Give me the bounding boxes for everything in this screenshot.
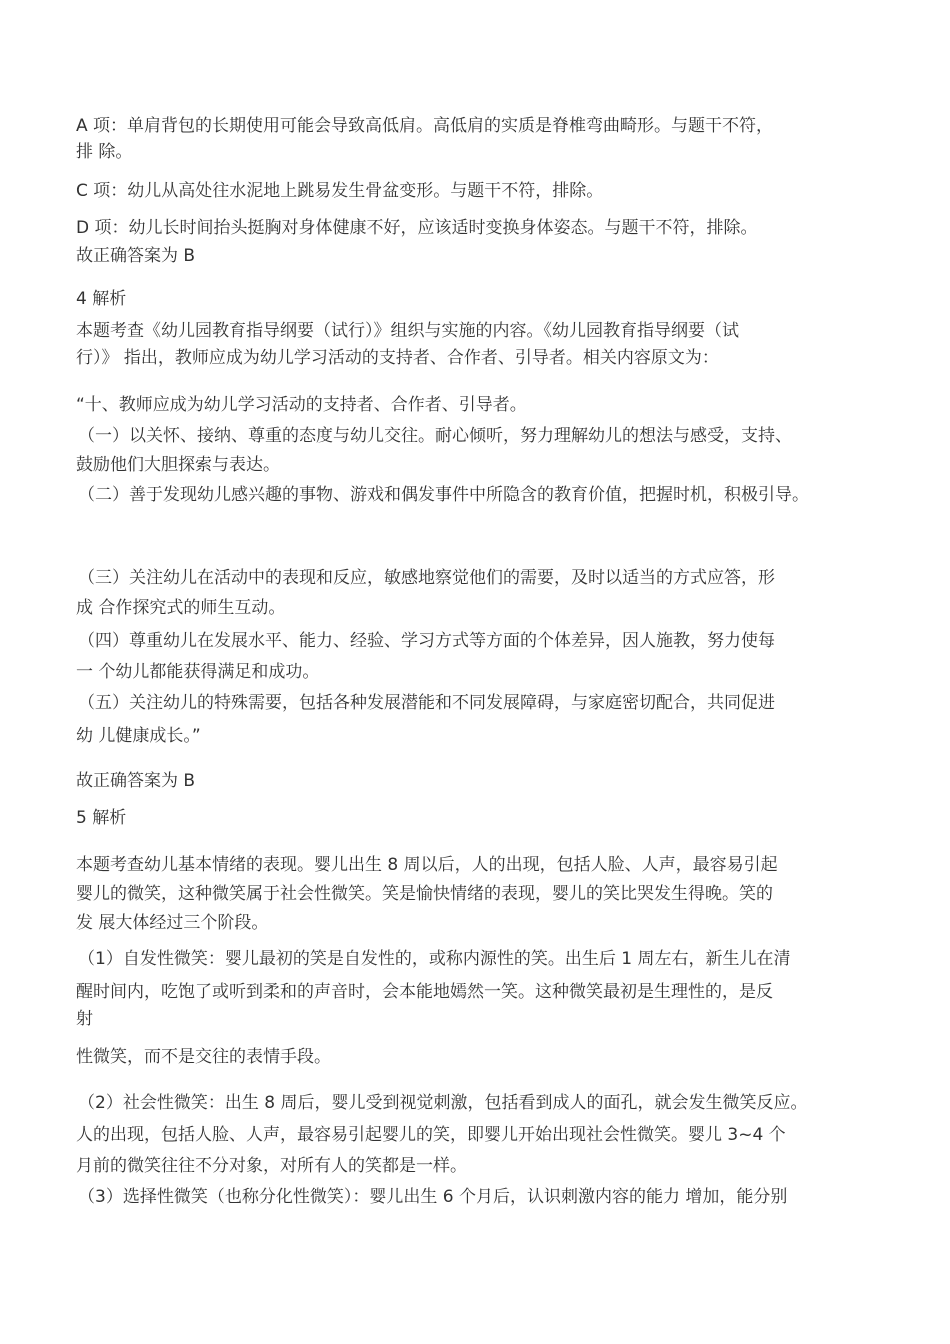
text-line: （3）选择性微笑（也称分化性微笑）：婴儿出生 6 个月后，认识刺激内容的能力 增加，能分别	[78, 1187, 788, 1207]
text-line: 本题考查《幼儿园教育指导纲要（试行）》组织与实施的内容。《幼儿园教育指导纲要（试	[76, 321, 739, 341]
text-line: （二）善于发现幼儿感兴趣的事物、游戏和偶发事件中所隐含的教育价值，把握时机，积极引导。	[78, 485, 809, 505]
text-line: 成 合作探究式的师生互动。	[76, 598, 286, 618]
text-line: 婴儿的微笑，这种微笑属于社会性微笑。笑是愉快情绪的表现，婴儿的笑比哭发生得晚。笑的	[76, 884, 773, 904]
text-line: 射	[76, 1009, 93, 1029]
text-line: “十、教师应成为幼儿学习活动的支持者、合作者、引导者。	[76, 395, 527, 415]
text-line: D 项：幼儿长时间抬头挺胸对身体健康不好，应该适时变换身体姿态。与题干不符，排除。	[76, 218, 758, 238]
text-line: 排 除。	[76, 142, 133, 162]
section-heading: 5 解析	[76, 808, 127, 828]
text-line: C 项：幼儿从高处往水泥地上跳易发生骨盆变形。与题干不符，排除。	[76, 181, 604, 201]
text-line: （2）社会性微笑：出生 8 周后，婴儿受到视觉刺激，包括看到成人的面孔，就会发生微笑反应。	[78, 1093, 808, 1113]
text-line: 一 个幼儿都能获得满足和成功。	[76, 662, 320, 682]
text-line: 人的出现，包括人脸、人声，最容易引起婴儿的笑，即婴儿开始出现社会性微笑。婴儿 3~4 个	[76, 1125, 786, 1145]
section-heading: 4 解析	[76, 289, 127, 309]
text-line: （四）尊重幼儿在发展水平、能力、经验、学习方式等方面的个体差异，因人施教，努力使每	[78, 631, 775, 651]
text-line: 幼 儿健康成长。”	[76, 726, 201, 746]
text-line: 月前的微笑往往不分对象，对所有人的笑都是一样。	[76, 1156, 467, 1176]
text-line: （三）关注幼儿在活动中的表现和反应，敏感地察觉他们的需要，及时以适当的方式应答，形	[78, 568, 775, 588]
text-line: 故正确答案为 B	[76, 771, 196, 791]
text-line: 行）》 指出，教师应成为幼儿学习活动的支持者、合作者、引导者。相关内容原文为：	[76, 348, 719, 368]
text-line: 发 展大体经过三个阶段。	[76, 913, 269, 933]
text-line: 本题考查幼儿基本情绪的表现。婴儿出生 8 周以后，人的出现，包括人脸、人声，最容易引起	[76, 855, 778, 875]
text-line: （一）以关怀、接纳、尊重的态度与幼儿交往。耐心倾听，努力理解幼儿的想法与感受，支持、	[78, 426, 792, 446]
text-line: A 项：单肩背包的长期使用可能会导致高低肩。高低肩的实质是脊椎弯曲畸形。与题干不符，	[76, 116, 774, 136]
text-line: 性微笑，而不是交往的表情手段。	[76, 1047, 331, 1067]
text-line: 醒时间内，吃饱了或听到柔和的声音时，会本能地嫣然一笑。这种微笑最初是生理性的，是反	[76, 982, 773, 1002]
text-line: 鼓励他们大胆探索与表达。	[76, 455, 280, 475]
text-line: （五）关注幼儿的特殊需要，包括各种发展潜能和不同发展障碍，与家庭密切配合，共同促进	[78, 693, 775, 713]
text-line: （1）自发性微笑：婴儿最初的笑是自发性的，或称内源性的笑。出生后 1 周左右，新生儿在清	[78, 949, 791, 969]
text-line: 故正确答案为 B	[76, 246, 196, 266]
